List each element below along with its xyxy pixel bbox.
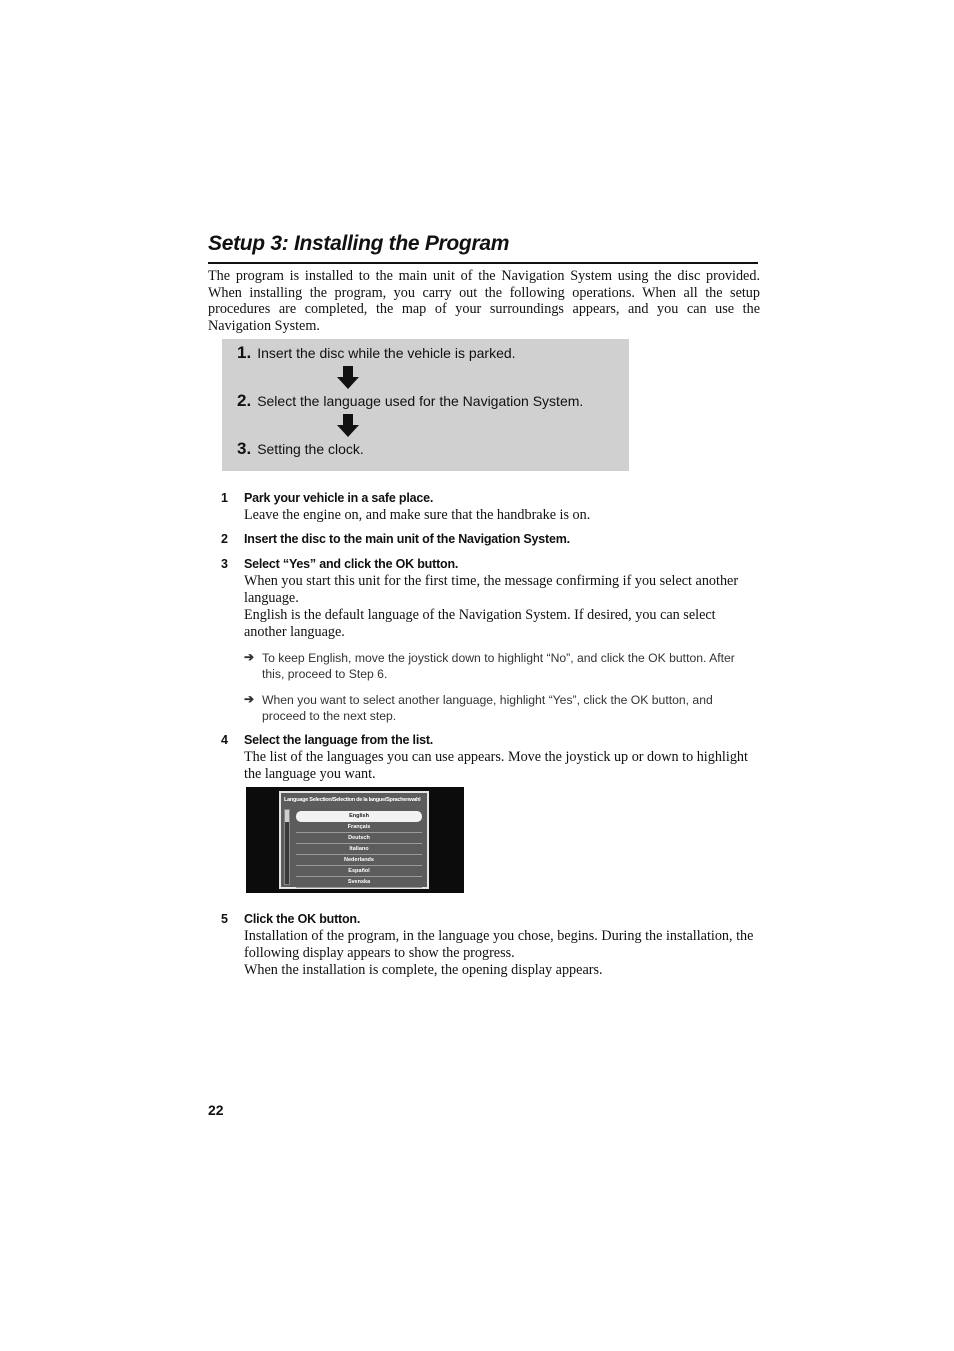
page-number: 22 (208, 1102, 224, 1118)
title-rule (208, 262, 758, 264)
step-body: Leave the engine on, and make sure that the handbrake is on. (244, 507, 591, 523)
note-text: When you want to select another language, highlight “Yes”, click the OK button, and proceed to the next step. (262, 693, 713, 723)
step-body: Installation of the program, in the language you chose, begins. During the installation, the following display appears to show the progress. (244, 928, 754, 961)
step-body: When the installation is complete, the opening display appears. (244, 962, 603, 978)
arrow-note-icon: ➔ (244, 650, 255, 664)
note (244, 650, 760, 682)
flow-step-number: 3. (237, 439, 252, 458)
dialog-title: Language Selection/Selection de la langue/Sprachenwahl (284, 797, 421, 803)
scrollbar (284, 809, 290, 885)
step-number: 5 (221, 912, 228, 926)
step-number: 1 (221, 491, 228, 505)
step-body: When you start this unit for the first time, the message confirming if you select another language. (244, 573, 739, 606)
step-heading: Select the language from the list. (244, 733, 434, 747)
procedure-flow-box (222, 339, 629, 471)
step-number: 4 (221, 733, 228, 747)
flow-step-number: 1. (237, 343, 252, 362)
language-item: Español (296, 866, 422, 877)
language-item: Svenska (296, 877, 422, 888)
arrow-note-icon: ➔ (244, 692, 255, 706)
intro-paragraph: The program is installed to the main unit of the Navigation System using the disc provided. When installing the program, you carry out the following operations. When all the setup procedures are completed, the map of your surroundings appears, and you can use the Navigation System. (208, 268, 760, 334)
language-list (296, 811, 422, 888)
step-body: English is the default language of the Navigation System. If desired, you can select another language. (244, 607, 716, 640)
scrollbar-thumb (285, 810, 289, 822)
step-number: 3 (221, 557, 228, 571)
flow-step-3 (237, 439, 364, 459)
flow-step-text: Setting the clock. (257, 441, 364, 457)
step-heading: Insert the disc to the main unit of the Navigation System. (244, 532, 570, 546)
step-heading: Select “Yes” and click the OK button. (244, 557, 459, 571)
step-body: The list of the languages you can use appears. Move the joystick up or down to highlight the language you want. (244, 749, 748, 782)
language-item: Italiano (296, 844, 422, 855)
language-item: Nederlands (296, 855, 422, 866)
step-number: 2 (221, 532, 228, 546)
flow-step-1 (237, 343, 516, 363)
step-heading: Click the OK button. (244, 912, 361, 926)
note-text: To keep English, move the joystick down to highlight “No”, and click the OK button. After this, proceed to Step 6. (262, 651, 735, 681)
step-heading: Park your vehicle in a safe place. (244, 491, 434, 505)
flow-step-2 (237, 391, 583, 411)
language-selection-screenshot (246, 787, 464, 893)
language-item: Deutsch (296, 833, 422, 844)
language-item: Français (296, 822, 422, 833)
down-arrow-icon (337, 414, 359, 438)
down-arrow-icon (337, 366, 359, 390)
language-selection-dialog (279, 791, 429, 889)
note (244, 692, 760, 724)
flow-step-text: Select the language used for the Navigation System. (257, 393, 584, 409)
page-title: Setup 3: Installing the Program (208, 232, 510, 255)
language-item-selected: English (296, 811, 422, 822)
flow-step-number: 2. (237, 391, 252, 410)
flow-step-text: Insert the disc while the vehicle is parked. (257, 345, 516, 361)
